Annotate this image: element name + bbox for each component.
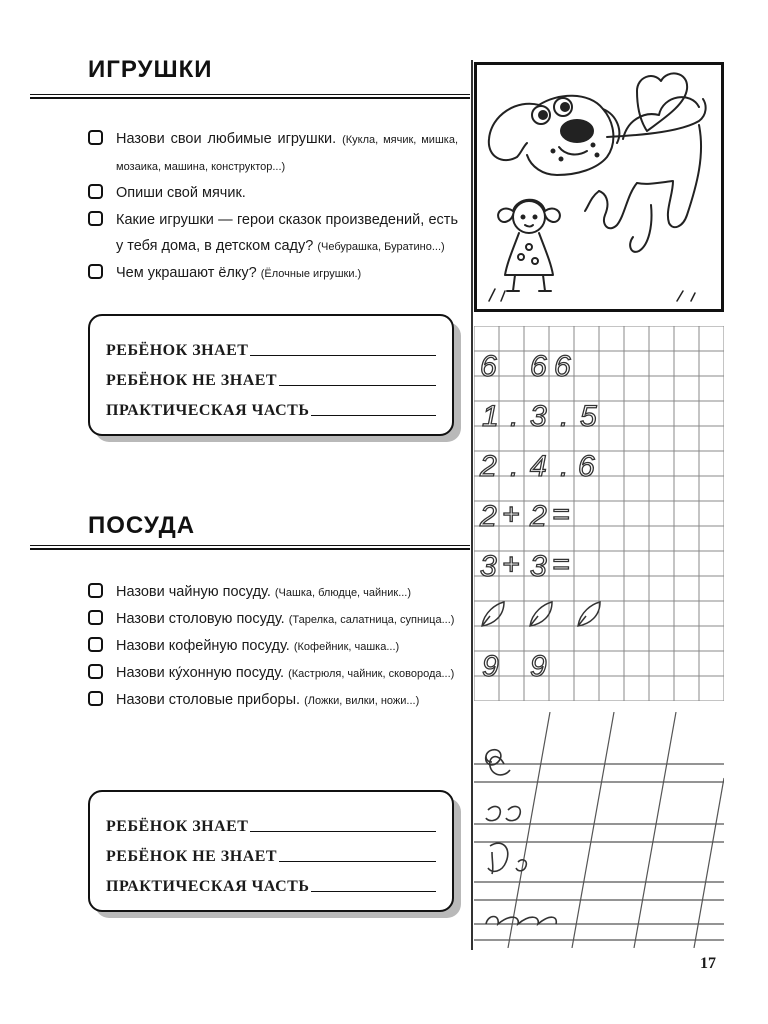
trace-char: = [552,498,570,531]
list-item [88,207,458,260]
question-hint: (Кастрюля, чайник, сковорода...) [288,668,455,680]
not-knows-row [106,836,436,866]
doll-illustration [498,200,560,291]
trace-char: . [510,400,519,433]
page-number: 17 [700,955,716,972]
answer-line[interactable] [250,831,436,832]
tracing-characters [479,350,597,683]
practical-label: ПРАКТИЧЕСКАЯ ЧАСТЬ [106,878,310,895]
question-text: Опиши свой мячик. [116,185,246,201]
answer-line[interactable] [279,861,436,862]
trace-char: + [502,548,520,581]
list-item [88,180,458,207]
toys-assessment-box [88,314,454,436]
checkbox[interactable] [88,130,103,145]
knows-row [106,330,436,360]
trace-char: + [502,498,520,531]
cursive-letter [488,843,508,871]
trace-char: 3 [530,400,547,433]
list-item [88,660,458,687]
answer-line[interactable] [311,415,436,416]
toys-question-list [88,126,458,287]
checkbox[interactable] [88,664,103,679]
question-text: Какие игрушки — герои сказок произведений, есть у тебя дома, в детском саду? [116,212,458,254]
question-hint: (Тарелка, салатница, супница...) [288,614,455,626]
question-text: Назови чайную посуду. [116,584,275,600]
trace-char: 6 [480,350,497,383]
answer-line[interactable] [311,891,436,892]
list-item [88,579,458,606]
cursive-letter [486,917,556,925]
section-title-toys: ИГРУШКИ [88,56,213,83]
section-rule [30,545,470,550]
cursive-letter [516,860,526,871]
dishes-question-list [88,579,458,714]
writing-lines [474,712,724,948]
knows-row [106,806,436,836]
trace-char: 4 [530,450,547,483]
trace-char: . [510,450,519,483]
trace-char: 3 [530,550,547,583]
heart-balloon-illustration [637,73,687,131]
trace-char: . [560,450,569,483]
not-knows-label: РЕБЁНОК НЕ ЗНАЕТ [106,372,278,389]
leaf-tracing-icons [482,602,600,626]
question-hint: (Ёлочные игрушки.) [260,268,362,280]
column-divider [471,60,473,950]
list-item [88,606,458,633]
list-item [88,687,458,714]
not-knows-row [106,360,436,390]
question-text: Чем украшают ёлку? [116,265,261,281]
checkbox[interactable] [88,610,103,625]
section-rule [30,94,470,99]
cursive-letter [486,807,500,821]
trace-char: 1 [482,400,499,433]
checkbox[interactable] [88,583,103,598]
question-text: Назови свои любимые игрушки. [116,131,343,147]
coloring-picture [474,62,724,312]
trace-char: 2 [480,450,497,483]
knows-label: РЕБЁНОК ЗНАЕТ [106,818,249,835]
not-knows-label: РЕБЁНОК НЕ ЗНАЕТ [106,848,278,865]
question-hint: (Кукла, мячик, мишка, мозаика, машина, конструктор...) [116,134,459,173]
question-hint: (Чебурашка, Буратино...) [317,241,445,253]
answer-line[interactable] [250,355,436,356]
question-hint: (Кофейник, чашка...) [293,641,400,653]
trace-char: 2 [530,500,547,533]
question-hint: (Чашка, блюдце, чайник...) [274,587,412,599]
copybook-grid [474,326,724,701]
question-hint: (Ложки, вилки, ножи...) [304,695,420,707]
checkbox[interactable] [88,691,103,706]
practical-row [106,390,436,420]
trace-char: . [560,400,569,433]
practical-label: ПРАКТИЧЕСКАЯ ЧАСТЬ [106,402,310,419]
list-item [88,633,458,660]
practical-row [106,866,436,896]
list-item [88,126,458,180]
question-text: Назови столовую посуду. [116,611,289,627]
checkbox[interactable] [88,211,103,226]
trace-char: 5 [580,400,597,433]
trace-char: 9 [482,650,499,683]
trace-char: 2 [480,500,497,533]
section-title-dishes: ПОСУДА [88,512,196,539]
cursive-letter [492,852,493,874]
checkbox[interactable] [88,264,103,279]
knows-label: РЕБЁНОК ЗНАЕТ [106,342,249,359]
question-text: Назови ку́хонную посуду. [116,665,289,681]
handwriting-practice-lines [474,712,724,948]
trace-char: 6 [554,350,571,383]
cursive-letter [506,807,520,821]
trace-char: 6 [578,450,595,483]
question-text: Назови столовые приборы. [116,692,305,708]
checkbox[interactable] [88,637,103,652]
leaf-icon [482,602,504,626]
leaf-icon [578,602,600,626]
dishes-assessment-box [88,790,454,912]
dog-illustration [489,96,706,252]
trace-char: 3 [480,550,497,583]
cursive-tracing [486,750,557,924]
trace-char: 9 [530,650,547,683]
list-item [88,260,458,287]
checkbox[interactable] [88,184,103,199]
trace-char: = [552,548,570,581]
answer-line[interactable] [279,385,436,386]
trace-char: 6 [530,350,547,383]
question-text: Назови кофейную посуду. [116,638,294,654]
